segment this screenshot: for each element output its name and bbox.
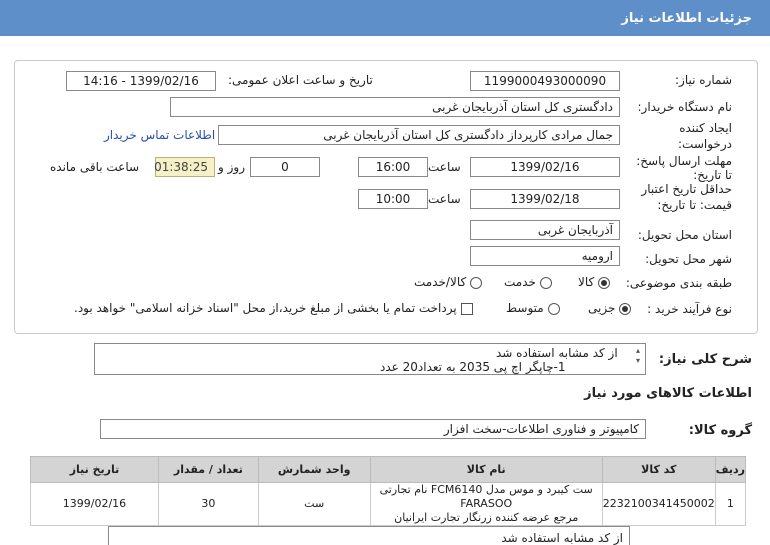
deadline-time-field: 16:00 (358, 157, 428, 177)
goods-table-header-row (31, 457, 746, 483)
page-title-bar (0, 0, 770, 36)
category-label: طبقه بندی موضوعی: (625, 276, 732, 290)
category-option-goods[interactable] (578, 275, 610, 289)
cell-date: 1399/02/16 (31, 483, 159, 526)
goods-section-title: اطلاعات کالاهای مورد نیاز (584, 386, 752, 401)
category-goods-text: کالا (578, 275, 595, 289)
cell-name (370, 483, 602, 526)
process-label: نوع فرآیند خرید : (647, 302, 732, 316)
category-service-text: خدمت (504, 275, 536, 289)
deadline-time-label: ساعت (428, 160, 461, 174)
days-label: روز و (218, 160, 245, 174)
cell-name-line1: ست کیبرد و موس مدل FCM6140 نام تجارتی FARASOO (379, 483, 593, 510)
table-row (31, 483, 746, 526)
need-number-field: 1199000493000090 (470, 71, 620, 91)
province-field: آذربایجان غربی (470, 220, 620, 240)
goods-group-label: گروه کالا: (688, 423, 752, 438)
description-line2: 1-چاپگر اچ پی 2035 به تعداد20 عدد (380, 360, 566, 374)
validity-date-field: 1399/02/18 (470, 189, 620, 209)
category-option-service[interactable] (504, 275, 552, 289)
col-qty-header: تعداد / مقدار (158, 457, 258, 483)
process-option-minor[interactable] (588, 301, 631, 315)
goods-table (30, 456, 746, 526)
process-minor-text: جزیی (588, 301, 616, 315)
page-title: جزئیات اطلاعات نیاز (621, 10, 752, 26)
creator-label-line1: ایجاد کننده (679, 121, 732, 135)
col-row-header: ردیف (715, 457, 745, 483)
announce-field: 1399/02/16 - 14:16 (66, 71, 216, 91)
col-unit-header: واحد شمارش (258, 457, 370, 483)
col-code-header: کد کالا (602, 457, 715, 483)
description-line1: از کد مشابه استفاده شد (496, 346, 618, 360)
category-service-radio[interactable] (540, 277, 552, 289)
validity-time-label: ساعت (428, 192, 461, 206)
announce-label: تاریخ و ساعت اعلان عمومی: (228, 73, 373, 87)
category-goods-radio[interactable] (598, 277, 610, 289)
process-option-medium[interactable] (506, 301, 560, 315)
cell-row: 1 (715, 483, 745, 526)
days-field: 0 (250, 157, 320, 177)
buyer-field: دادگستری کل استان آذربایجان غربی (170, 97, 620, 117)
need-number-label: شماره نیاز: (675, 73, 732, 87)
description-scroll-arrows[interactable]: ▴ ▾ (635, 346, 640, 365)
validity-label-line2: قیمت: تا تاریخ: (657, 198, 732, 212)
payment-checkbox[interactable] (461, 303, 473, 315)
validity-label-line1: حداقل تاریخ اعتبار (641, 182, 732, 196)
city-label: شهر محل تحویل: (645, 252, 732, 266)
deadline-label-line2: تا تاریخ: (693, 168, 732, 182)
col-name-header: نام کالا (370, 457, 602, 483)
remaining-time-field: 01:38:25 (155, 157, 215, 177)
city-field: ارومیه (470, 246, 620, 266)
col-date-header: تاریخ نیاز (31, 457, 159, 483)
buyer-contact-link[interactable]: اطلاعات تماس خریدار (104, 128, 216, 142)
province-label: استان محل تحویل: (637, 228, 732, 242)
payment-option[interactable] (74, 301, 473, 315)
cell-name-line2: مرجع عرضه کننده زرنگار تجارت ایرانیان (394, 511, 579, 524)
remaining-time-label: ساعت باقی مانده (50, 160, 140, 174)
deadline-label-line1: مهلت ارسال پاسخ: (636, 154, 732, 168)
goods-group-field: کامپیوتر و فناوری اطلاعات-سخت افزار (100, 419, 646, 439)
category-goods-service-radio[interactable] (470, 277, 482, 289)
deadline-date-field: 1399/02/16 (470, 157, 620, 177)
cell-code: 2232100341450002 (602, 483, 715, 526)
validity-time-field: 10:00 (358, 189, 428, 209)
process-minor-radio[interactable] (619, 303, 631, 315)
category-goods-service-text: کالا/خدمت (414, 275, 467, 289)
cell-unit: ست (258, 483, 370, 526)
bottom-note-box (108, 526, 630, 545)
bottom-note: از کد مشابه استفاده شد (501, 531, 623, 545)
cell-qty: 30 (158, 483, 258, 526)
process-medium-text: متوسط (506, 301, 544, 315)
payment-note: پرداخت تمام یا بخشی از مبلغ خرید،از محل "اسناد خزانه اسلامی" خواهد بود. (74, 301, 457, 315)
creator-label-line2: درخواست: (678, 137, 732, 151)
category-option-goods-service[interactable] (414, 275, 482, 289)
creator-field: جمال مرادی کارپرداز دادگستری کل استان آذربایجان غربی (218, 125, 620, 145)
buyer-label: نام دستگاه خریدار: (637, 100, 732, 114)
process-medium-radio[interactable] (548, 303, 560, 315)
description-label: شرح کلی نیاز: (658, 352, 752, 367)
